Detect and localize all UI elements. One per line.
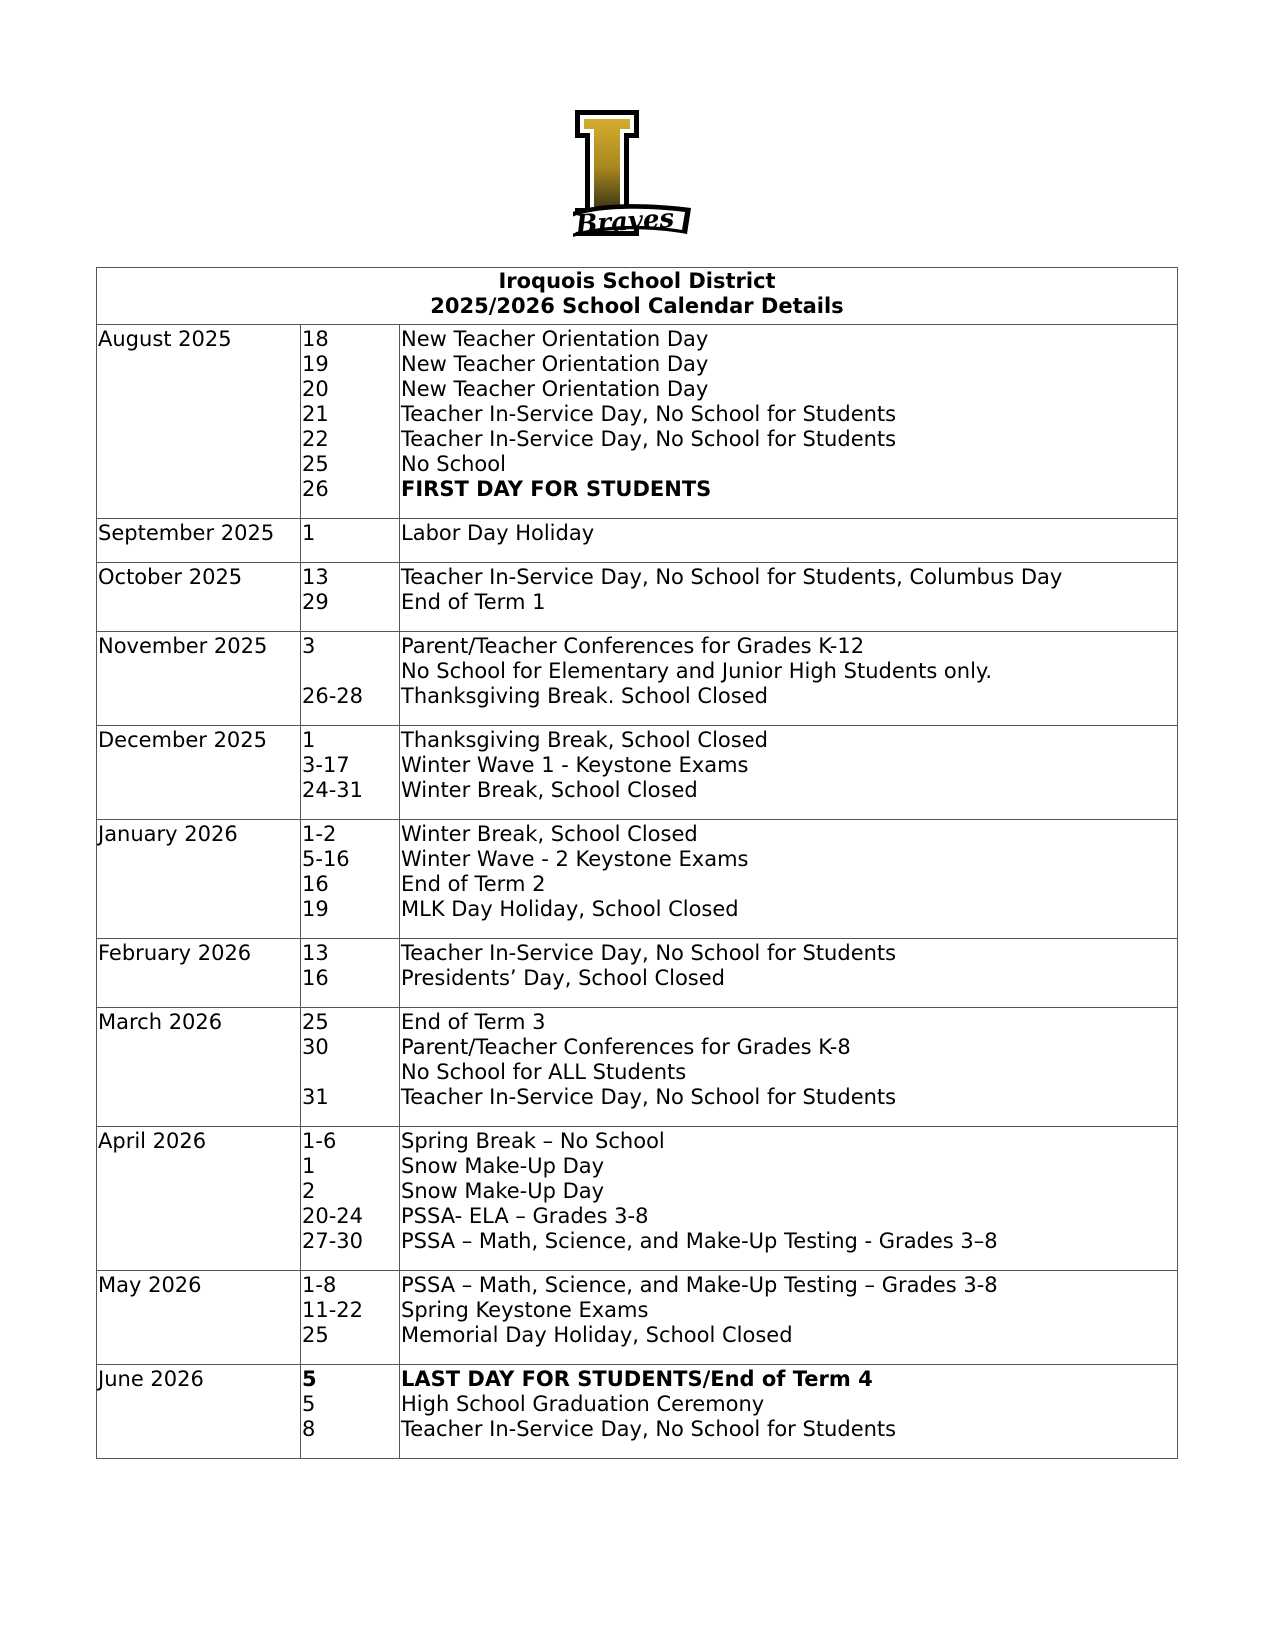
events-cell: [400, 519, 1178, 563]
event-description: Teacher In-Service Day, No School for Students: [401, 941, 897, 965]
event-date: 29: [302, 590, 329, 614]
district-name: Iroquois School District: [498, 269, 776, 293]
event-date: 19: [302, 897, 329, 921]
event-date: 1-8: [302, 1273, 337, 1297]
event-date: 27-30: [302, 1229, 364, 1253]
month-cell: [97, 726, 301, 820]
month-row: [97, 726, 1178, 820]
month-row: [97, 1127, 1178, 1271]
event-description: New Teacher Orientation Day: [401, 377, 709, 401]
dates-cell: [301, 939, 400, 1008]
event-date: 1: [302, 521, 316, 545]
month-row: [97, 1271, 1178, 1365]
month-label: June 2026: [98, 1367, 204, 1391]
event-date: 21: [302, 402, 329, 426]
month-cell: [97, 632, 301, 726]
dates-cell: [301, 632, 400, 726]
events-cell: [400, 632, 1178, 726]
event-date: 26-28: [302, 684, 364, 708]
month-row: [97, 325, 1178, 519]
event-date: 26: [302, 477, 329, 501]
event-date: 8: [302, 1417, 316, 1441]
event-description: PSSA- ELA – Grades 3-8: [401, 1204, 649, 1228]
event-date: 3-17: [302, 753, 350, 777]
month-row: [97, 939, 1178, 1008]
event-date: [302, 1060, 399, 1085]
month-label: April 2026: [98, 1129, 207, 1153]
events-cell: [400, 325, 1178, 519]
month-cell: [97, 325, 301, 519]
event-description: Memorial Day Holiday, School Closed: [401, 1323, 793, 1347]
month-label: November 2025: [98, 634, 268, 658]
dates-cell: [301, 325, 400, 519]
dates-cell: [301, 1127, 400, 1271]
month-row: [97, 563, 1178, 632]
month-cell: [97, 563, 301, 632]
dates-cell: [301, 820, 400, 939]
event-date: 5: [302, 1392, 316, 1416]
month-cell: [97, 1271, 301, 1365]
event-description: PSSA – Math, Science, and Make-Up Testing – Grades 3-8: [401, 1273, 998, 1297]
event-description: Teacher In-Service Day, No School for Students: [401, 1417, 897, 1441]
event-date: 25: [302, 452, 329, 476]
events-cell: [400, 726, 1178, 820]
month-label: September 2025: [98, 521, 275, 545]
event-date: 1-2: [302, 822, 337, 846]
event-date: 5-16: [302, 847, 350, 871]
event-description: Teacher In-Service Day, No School for Students, Columbus Day: [401, 565, 1063, 589]
event-description: Parent/Teacher Conferences for Grades K-12: [401, 634, 865, 658]
events-cell: [400, 1271, 1178, 1365]
month-cell: [97, 1008, 301, 1127]
month-label: December 2025: [98, 728, 268, 752]
event-description: Teacher In-Service Day, No School for Students: [401, 1085, 897, 1109]
event-description: End of Term 1: [401, 590, 546, 614]
month-row: [97, 519, 1178, 563]
calendar-title-cell: [97, 268, 1178, 325]
month-cell: [97, 1365, 301, 1459]
calendar-header-row: [97, 268, 1178, 325]
events-cell: [400, 820, 1178, 939]
event-date: 22: [302, 427, 329, 451]
event-date: 1: [302, 728, 316, 752]
event-description: New Teacher Orientation Day: [401, 327, 709, 351]
event-date: 24-31: [302, 778, 364, 802]
event-date: 2: [302, 1179, 316, 1203]
event-date: [302, 659, 399, 684]
dates-cell: [301, 519, 400, 563]
event-date: 31: [302, 1085, 329, 1109]
dates-cell: [301, 726, 400, 820]
event-date: 13: [302, 565, 329, 589]
month-row: [97, 632, 1178, 726]
event-description: Winter Wave - 2 Keystone Exams: [401, 847, 749, 871]
event-description: Winter Break, School Closed: [401, 778, 698, 802]
event-description: New Teacher Orientation Day: [401, 352, 709, 376]
event-description: End of Term 2: [401, 872, 546, 896]
dates-cell: [301, 1365, 400, 1459]
event-description: No School for Elementary and Junior High Students only.: [401, 659, 993, 683]
events-cell: [400, 1008, 1178, 1127]
month-label: January 2026: [98, 822, 238, 846]
event-date: 20-24: [302, 1204, 364, 1228]
event-description: Winter Break, School Closed: [401, 822, 698, 846]
event-description: Thanksgiving Break. School Closed: [401, 684, 768, 708]
event-date: 1-6: [302, 1129, 337, 1153]
event-date: 11-22: [302, 1298, 364, 1322]
month-row: [97, 1008, 1178, 1127]
event-description: No School for ALL Students: [401, 1060, 687, 1084]
event-description: No School: [401, 452, 506, 476]
event-description: Snow Make-Up Day: [401, 1154, 605, 1178]
event-description: Thanksgiving Break, School Closed: [401, 728, 768, 752]
events-cell: [400, 1127, 1178, 1271]
month-label: August 2025: [98, 327, 232, 351]
event-date: 1: [302, 1154, 316, 1178]
month-label: October 2025: [98, 565, 243, 589]
event-description: PSSA – Math, Science, and Make-Up Testing - Grades 3–8: [401, 1229, 998, 1253]
month-cell: [97, 519, 301, 563]
event-description: End of Term 3: [401, 1010, 546, 1034]
event-date: 20: [302, 377, 329, 401]
event-date: 13: [302, 941, 329, 965]
event-date: 5: [302, 1367, 317, 1391]
event-date: 16: [302, 966, 329, 990]
event-date: 3: [302, 634, 316, 658]
dates-cell: [301, 1271, 400, 1365]
logo-text: Braves: [574, 203, 676, 241]
event-description: LAST DAY FOR STUDENTS/End of Term 4: [401, 1367, 873, 1391]
calendar-table: [96, 267, 1178, 1459]
event-description: Presidents’ Day, School Closed: [401, 966, 725, 990]
event-description: Spring Keystone Exams: [401, 1298, 649, 1322]
event-description: FIRST DAY FOR STUDENTS: [401, 477, 712, 501]
month-label: February 2026: [98, 941, 252, 965]
braves-logo: [573, 110, 695, 246]
event-date: 18: [302, 327, 329, 351]
event-description: Teacher In-Service Day, No School for Students: [401, 402, 897, 426]
dates-cell: [301, 563, 400, 632]
month-cell: [97, 939, 301, 1008]
event-description: Winter Wave 1 - Keystone Exams: [401, 753, 749, 777]
month-label: May 2026: [98, 1273, 202, 1297]
dates-cell: [301, 1008, 400, 1127]
events-cell: [400, 563, 1178, 632]
event-date: 25: [302, 1010, 329, 1034]
event-date: 19: [302, 352, 329, 376]
events-cell: [400, 939, 1178, 1008]
events-cell: [400, 1365, 1178, 1459]
event-description: Spring Break – No School: [401, 1129, 665, 1153]
event-description: Snow Make-Up Day: [401, 1179, 605, 1203]
month-row: [97, 820, 1178, 939]
event-description: Parent/Teacher Conferences for Grades K-8: [401, 1035, 851, 1059]
month-row: [97, 1365, 1178, 1459]
event-description: High School Graduation Ceremony: [401, 1392, 765, 1416]
event-description: MLK Day Holiday, School Closed: [401, 897, 739, 921]
event-description: Teacher In-Service Day, No School for Students: [401, 427, 897, 451]
event-description: Labor Day Holiday: [401, 521, 595, 545]
event-date: 16: [302, 872, 329, 896]
month-label: March 2026: [98, 1010, 223, 1034]
month-cell: [97, 820, 301, 939]
calendar-title: 2025/2026 School Calendar Details: [430, 294, 844, 318]
event-date: 30: [302, 1035, 329, 1059]
month-cell: [97, 1127, 301, 1271]
event-date: 25: [302, 1323, 329, 1347]
